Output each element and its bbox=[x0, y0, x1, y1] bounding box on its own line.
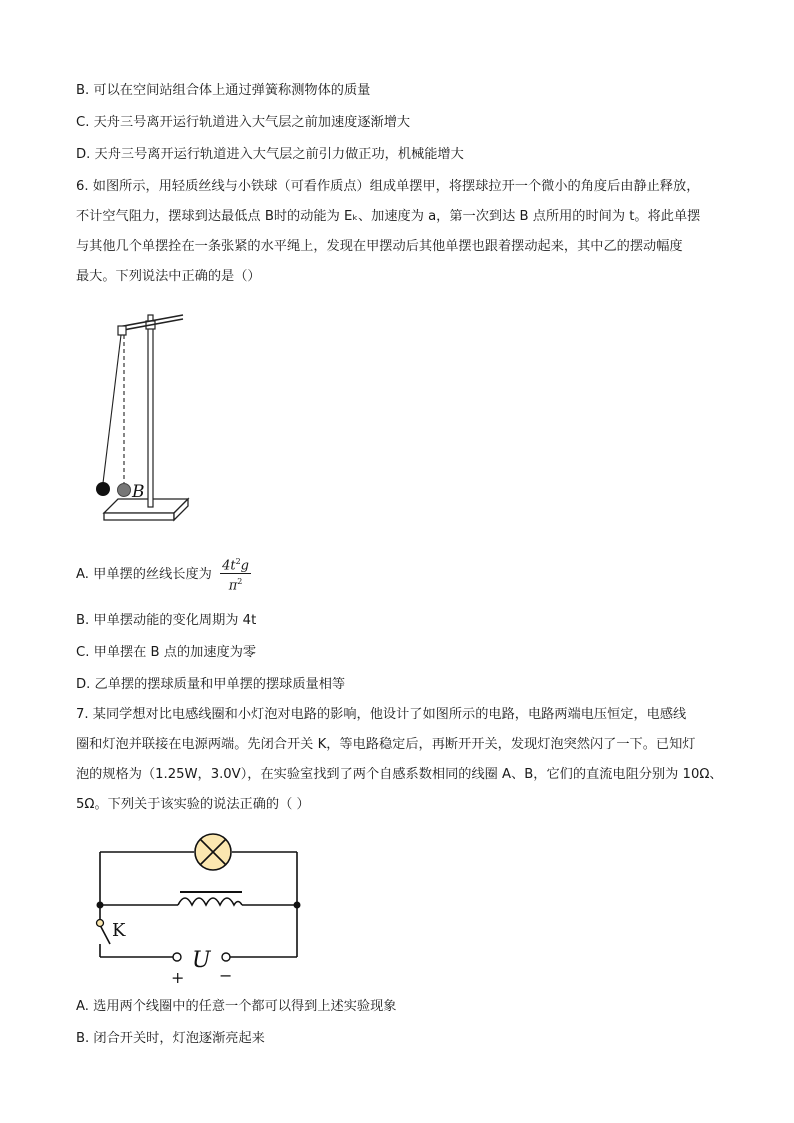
q6-stem-line-3: 与其他几个单摆拴在一条张紧的水平绳上，发现在甲摆动后其他单摆也跟着摆动起来，其中乙的摆动幅度 bbox=[76, 239, 683, 254]
q6-option-b: B. 甲单摆动能的变化周期为 4t bbox=[76, 613, 257, 628]
q6-option-a bbox=[76, 554, 251, 594]
q6-option-a-formula: $\frac{4t^2g}{\pi^2}$ bbox=[220, 554, 251, 594]
q7-option-b: B. 闭合开关时，灯泡逐渐亮起来 bbox=[76, 1031, 265, 1046]
q6-stem-line-4: 最大。下列说法中正确的是（） bbox=[76, 269, 261, 284]
q7-stem-line-2: 圈和灯泡并联接在电源两端。先闭合开关 K，等电路稳定后，再断开开关，发现灯泡突然闪了一下。已知灯 bbox=[76, 737, 696, 752]
q5-option-b: B. 可以在空间站组合体上通过弹簧称测物体的质量 bbox=[76, 83, 371, 98]
pendulum-bob-lowest bbox=[118, 484, 131, 497]
minus-sign: − bbox=[219, 966, 233, 985]
q6-option-a-text: A. 甲单摆的丝线长度为 bbox=[76, 566, 212, 582]
point-b-label: B bbox=[132, 482, 145, 502]
q7-stem-line-1: 7. 某同学想对比电感线圈和小灯泡对电路的影响，他设计了如图所示的电路，电路两端电压恒定，电感线 bbox=[76, 707, 687, 722]
q7-stem-line-3: 泡的规格为（1.25W，3.0V），在实验室找到了两个自感系数相同的线圈 A、B，它们的直流电阻分别为 10Ω、 bbox=[76, 767, 723, 782]
lamp-symbol bbox=[195, 834, 231, 870]
plus-sign: + bbox=[171, 968, 185, 987]
q7-stem-line-4: 5Ω。下列关于该实验的说法正确的（ ） bbox=[76, 797, 310, 812]
q6-stem-line-2: 不计空气阻力，摆球到达最低点 B时的动能为 Eₖ、加速度为 a，第一次到达 B 点所用的时间为 t。将此单摆 bbox=[76, 209, 701, 224]
q5-option-d: D. 天舟三号离开运行轨道进入大气层之前引力做正功，机械能增大 bbox=[76, 147, 464, 162]
source-label: U bbox=[192, 948, 211, 973]
q6-option-c: C. 甲单摆在 B 点的加速度为零 bbox=[76, 645, 257, 660]
pendulum-figure bbox=[88, 305, 198, 540]
q6-stem-line-1: 6. 如图所示，用轻质丝线与小铁球（可看作质点）组成单摆甲，将摆球拉开一个微小的角度后由静止释放， bbox=[76, 179, 700, 194]
q7-option-a: A. 选用两个线圈中的任意一个都可以得到上述实验现象 bbox=[76, 999, 397, 1014]
circuit-diagram bbox=[90, 830, 310, 990]
pendulum-bob-displaced bbox=[96, 482, 110, 496]
q6-option-d: D. 乙单摆的摆球质量和甲单摆的摆球质量相等 bbox=[76, 677, 346, 692]
q5-option-c: C. 天舟三号离开运行轨道进入大气层之前加速度逐渐增大 bbox=[76, 115, 411, 130]
switch-label: K bbox=[112, 920, 126, 941]
